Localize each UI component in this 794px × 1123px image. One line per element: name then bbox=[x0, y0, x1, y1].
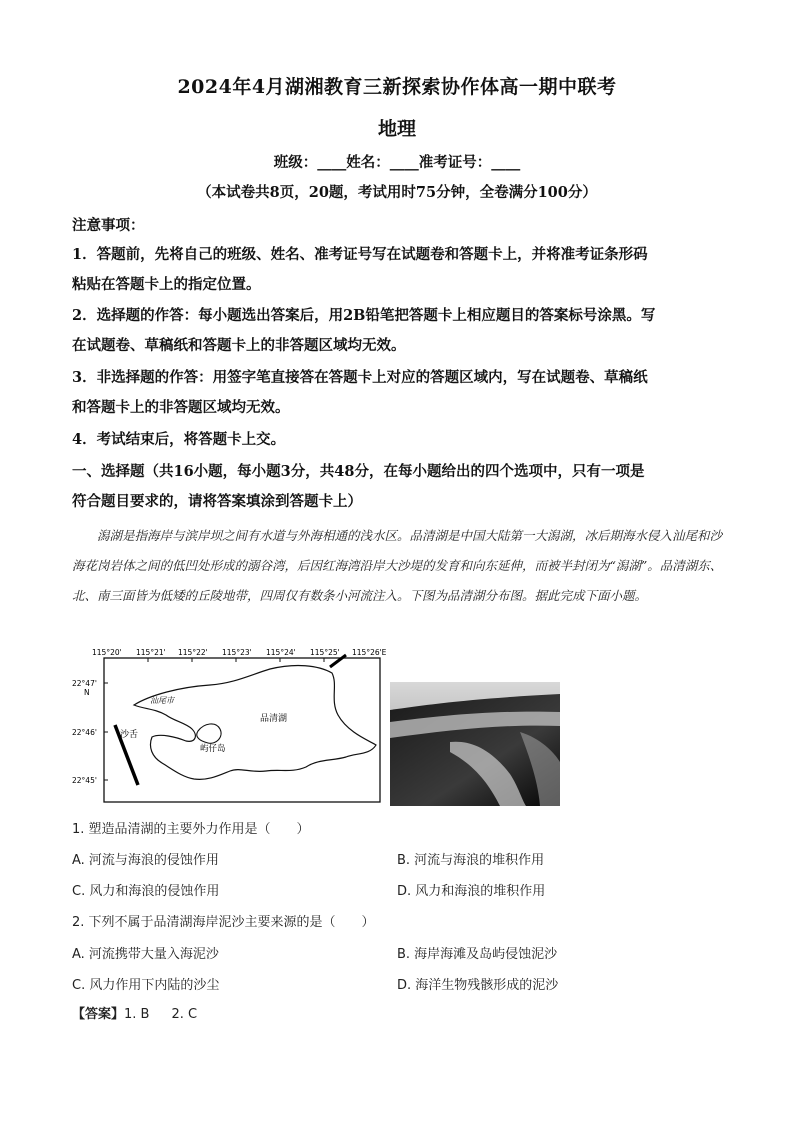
note-item-1: 1．答题前，先将自己的班级、姓名、准考证号写在试题卷和答题卡上，并将准考证条形码 粘贴在答题卡上的指定位置。 bbox=[72, 246, 648, 293]
lon-label-3: 115°22' bbox=[178, 648, 208, 657]
answer-tag: 【答案】 bbox=[72, 1007, 125, 1022]
question-1-option-c: C. 风力和海浪的侵蚀作用 bbox=[72, 884, 220, 899]
question-2-option-d: D. 海洋生物残骸形成的泥沙 bbox=[397, 978, 559, 993]
lat-label-1: 22°47' bbox=[72, 679, 97, 688]
question-1-stem: 1. 塑造品清湖的主要外力作用是（ ） bbox=[72, 822, 310, 837]
student-info-fields: 班级：____姓名：____准考证号：____ bbox=[273, 154, 521, 171]
north-label: N bbox=[84, 688, 90, 697]
lon-label-5: 115°24' bbox=[266, 648, 296, 657]
lon-label-4: 115°23' bbox=[222, 648, 252, 657]
note-item-4: 4．考试结束后，将答题卡上交。 bbox=[72, 431, 286, 448]
lon-label-6: 115°25' bbox=[310, 648, 340, 657]
note-item-3: 3．非选择题的作答：用签字笔直接答在答题卡上对应的答题区域内，写在试题卷、草稿纸 和答题卡上的非答题区域均无效。 bbox=[72, 369, 648, 416]
map-label-city: 汕尾市 bbox=[150, 696, 174, 705]
lon-label-2: 115°21' bbox=[136, 648, 166, 657]
map-label-lake: 品清湖 bbox=[260, 714, 288, 724]
answer-line bbox=[72, 1003, 197, 1022]
lon-label-7: 115°26'E bbox=[352, 648, 387, 657]
question-1-option-d: D. 风力和海浪的堆积作用 bbox=[397, 884, 546, 899]
exam-title: 2024年4月湖湘教育三新探索协作体高一期中联考 bbox=[177, 76, 617, 98]
note-item-2: 2．选择题的作答：每小题选出答案后，用2B铅笔把答题卡上相应题目的答案标号涂黑。写 在试题卷、草稿纸和答题卡上的非答题区域均无效。 bbox=[72, 307, 656, 354]
lat-label-3: 22°45' bbox=[72, 776, 97, 785]
question-2-option-c: C. 风力作用下内陆的沙尘 bbox=[72, 978, 220, 993]
lon-label-1: 115°20' bbox=[92, 648, 122, 657]
lat-label-2: 22°46' bbox=[72, 728, 97, 737]
map-label-place: 沙舌 bbox=[120, 730, 139, 740]
section-heading: 一、选择题（共16小题，每小题3分，共48分，在每小题给出的四个选项中，只有一项是 符合题目要求的，请将答案填涂到答题卡上） bbox=[72, 463, 645, 510]
answer-1: 1. B bbox=[124, 1007, 150, 1022]
question-2-option-b: B. 海岸海滩及岛屿侵蚀泥沙 bbox=[397, 947, 558, 962]
question-2-stem: 2. 下列不属于品清湖海岸泥沙主要来源的是（ ） bbox=[72, 915, 375, 930]
answer-2: 2. C bbox=[171, 1007, 198, 1022]
map-label-island: 屿仔岛 bbox=[200, 744, 226, 754]
reading-passage: 潟湖是指海岸与滨岸坝之间有水道与外海相通的浅水区。品清湖是中国大陆第一大潟湖，冰后期海水侵入汕尾和沙海花岗岩体之间的低凹处形成的溺谷湾，后因红海湾沿岸大沙堤的发育和向东延伸，而被半封闭为“潟湖”。品清湖东、北、南三面皆为低矮的丘陵地带，四周仅有数条小河流注入。下图为品清湖分布图。据此完成下面小题。 bbox=[72, 528, 723, 603]
notes-heading: 注意事项： bbox=[72, 217, 145, 234]
lake-photo bbox=[390, 682, 560, 806]
exam-scope: （本试卷共8页，20题，考试用时75分钟，全卷满分100分） bbox=[197, 184, 597, 201]
lake-map bbox=[70, 645, 388, 805]
question-1-option-a: A. 河流与海浪的侵蚀作用 bbox=[72, 853, 219, 868]
question-2-option-a: A. 河流携带大量入海泥沙 bbox=[72, 947, 219, 962]
subject-title: 地理 bbox=[377, 118, 416, 140]
question-1-option-b: B. 河流与海浪的堆积作用 bbox=[397, 853, 545, 868]
